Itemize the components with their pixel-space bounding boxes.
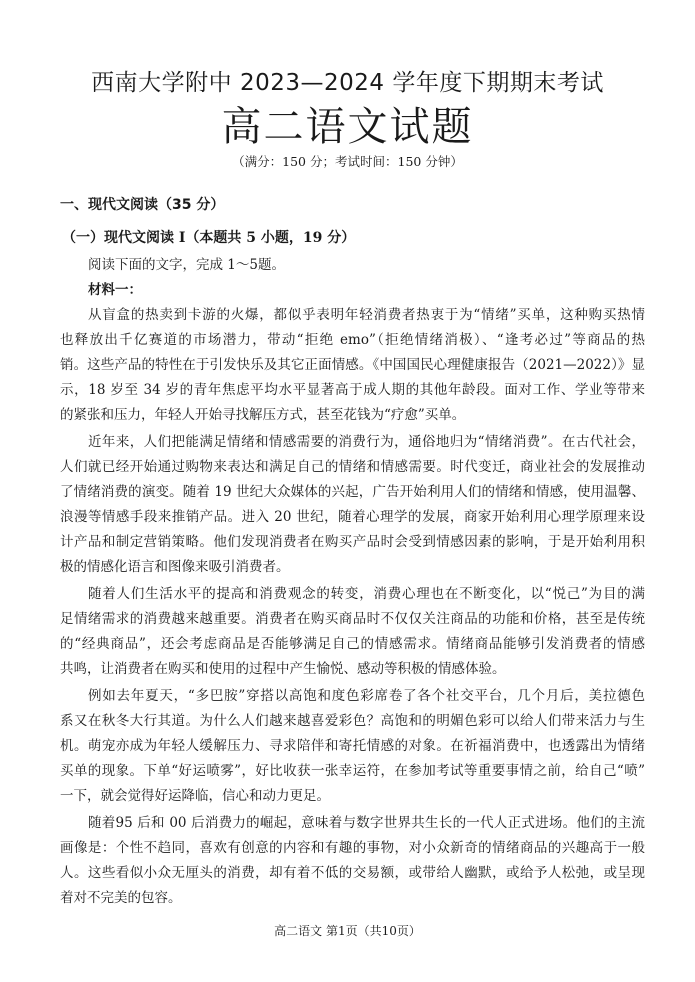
paragraph-line: 着对不完美的包容。 xyxy=(60,890,182,906)
paragraph-line: 浪漫等情感手段来推销产品。进入 20 世纪，随着心理学的发展，商家开始利用心理学原理来设 xyxy=(60,509,645,525)
paragraph-line: 的紧张和压力，年轻人开始寻找解压方式，甚至花钱为“疗愈”买单。 xyxy=(60,407,466,423)
paragraph-line: 极的情感化语言和图像来吸引消费者。 xyxy=(60,559,290,575)
paragraph-line: 计产品和制定营销策略。他们发现消费者在购买产品时会受到情感因素的影响，于是开始利用积 xyxy=(60,534,645,550)
paragraph-line: 共鸣，让消费者在购买和使用的过程中产生愉悦、感动等积极的情感体验。 xyxy=(60,661,506,677)
paragraph-line: 一下，就会觉得好运降临，信心和动力更足。 xyxy=(60,788,330,804)
paragraph-line: 人。这些看似小众无厘头的消费，却有着不低的交易额，或带给人幽默，或给予人松弛，或呈现 xyxy=(60,865,645,881)
paragraph-line: 机。萌宠亦成为年轻人缓解压力、寻求陪伴和寄托情感的对象。在祈福消费中，也透露出为情绪 xyxy=(60,738,645,754)
section-heading: 一、现代文阅读（35 分） xyxy=(60,197,225,213)
exam-score-time-note: （满分：150 分；考试时间：150 分钟） xyxy=(232,154,463,169)
paragraph-line: 买单的现象。下单“好运喷雾”，好比收获一张幸运符，在参加考试等重要事情之前，给自己“喷” xyxy=(60,763,645,779)
paragraph-line: 了情绪消费的演变。随着 19 世纪大众媒体的兴起，广告开始利用人们的情绪和情感，使用温馨、 xyxy=(60,484,645,500)
paragraph xyxy=(60,684,645,809)
paragraph-line: 从盲盒的热卖到卡游的火爆，都似乎表明年轻消费者热衷于为“情绪”买单，这种购买热情 xyxy=(88,307,645,323)
subsection-heading: （一）现代文阅读 I（本题共 5 小题，19 分） xyxy=(62,230,356,246)
paragraph xyxy=(60,430,645,580)
paragraph-line: 随着人们生活水平的提高和消费观念的转变，消费心理也在不断变化，以“悦己”为目的满 xyxy=(88,586,645,602)
paragraph-line: 的“经典商品”，还会考虑商品是否能够满足自己的情感需求。情绪商品能够引发消费者的情感 xyxy=(60,636,645,652)
paragraph-line: 随着95 后和 00 后消费力的崛起，意味着与数字世界共生长的一代人正式进场。他们的主流 xyxy=(88,815,645,831)
paragraph-line: 系又在秋冬大行其道。为什么人们越来越喜爱彩色？高饱和的明媚色彩可以给人们带来活力与生 xyxy=(60,713,645,729)
paragraph xyxy=(60,811,645,911)
passage-paragraphs xyxy=(60,303,645,911)
page-footer: 高二语文 第1页（共10页） xyxy=(274,924,421,938)
paragraph-line: 画像是：个性不趋同，喜欢有创意的内容和有趣的事物，对小众新奇的情绪商品的兴趣高于一般 xyxy=(60,840,645,856)
paragraph-line: 足情绪需求的消费越来越重要。消费者在购买商品时不仅仅关注商品的功能和价格，甚至是传统 xyxy=(60,611,645,627)
school-exam-title: 西南大学附中 2023—2024 学年度下期期末考试 xyxy=(91,70,604,96)
reading-instruction: 阅读下面的文字，完成 1～5题。 xyxy=(88,257,285,273)
material-label: 材料一： xyxy=(88,282,142,298)
paragraph xyxy=(60,303,645,428)
paragraph-line: 也释放出千亿赛道的市场潜力，带动“拒绝 emo”（拒绝情绪消极）、“逢考必过”等商品的热 xyxy=(60,332,645,348)
paragraph-line: 近年来，人们把能满足情绪和情感需要的消费行为，通俗地归为“情绪消费”。在古代社会， xyxy=(88,434,645,450)
paragraph-line: 示，18 岁至 34 岁的青年焦虑平均水平显著高于成人期的其他年龄段。面对工作、学业等带来 xyxy=(60,382,645,398)
paragraph-line: 例如去年夏天，“多巴胺”穿搭以高饱和度色彩席卷了各个社交平台，几个月后，美拉德色 xyxy=(88,688,645,704)
paragraph xyxy=(60,582,645,682)
paragraph-line: 销。这些产品的特性在于引发快乐及其它正面情感。《中国国民心理健康报告（2021—2022）》显 xyxy=(60,357,645,373)
reading-passage xyxy=(60,253,645,913)
exam-subject-title: 高二语文试题 xyxy=(221,104,474,150)
paragraph-line: 人们就已经开始通过购物来表达和满足自己的情绪和情感需要。时代变迁，商业社会的发展推动 xyxy=(60,459,645,475)
